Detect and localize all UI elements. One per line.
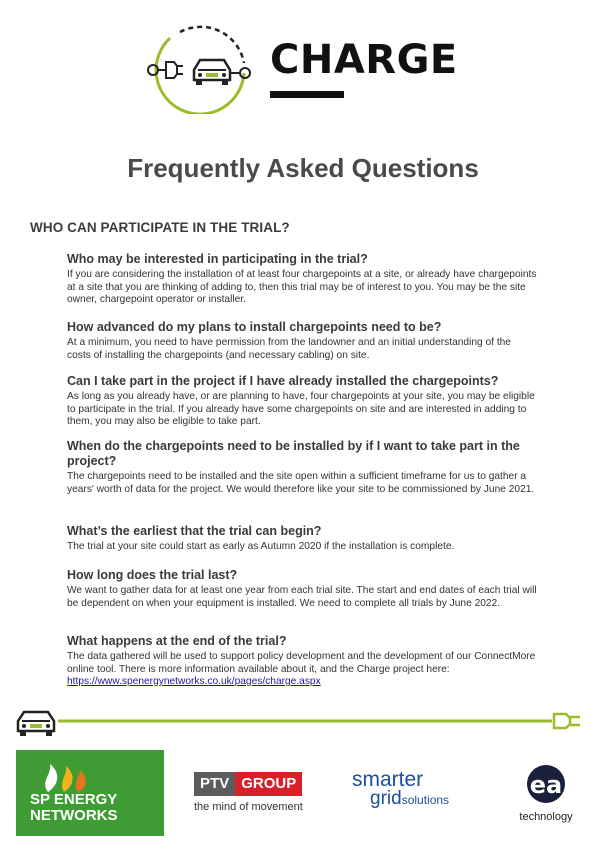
faq-answer-text: The data gathered will be used to support policy development and the development of our ConnectMore online tool. There is more information available about it, and the Charge project here: [67, 651, 536, 675]
brand-underline [270, 91, 344, 98]
ptv-group-name: GROUP [235, 772, 302, 796]
faq-question: How advanced do my plans to install chargepoints need to be? [67, 320, 442, 334]
sp-flame-icon [38, 760, 98, 794]
faq-item [67, 320, 537, 362]
faq-item [67, 524, 537, 554]
faq-item [67, 634, 537, 689]
ptv-tagline: the mind of movement [194, 801, 303, 813]
sgs-line1: smarter [352, 768, 424, 791]
ea-mark-icon [506, 764, 586, 804]
ptv-name: PTV [194, 772, 235, 796]
car-icon [18, 712, 54, 736]
faq-answer: The trial at your site could start as early as Autumn 2020 if the installation is complete. [67, 541, 455, 552]
faq-question: What happens at the end of the trial? [67, 634, 287, 648]
sgs-line2-solutions: solutions [401, 793, 450, 807]
faq-item [67, 252, 537, 307]
faq-answer: At a minimum, you need to have permission from the landowner and an initial understanding of the costs of installing the chargepoints (and necessary cabling) on site. [67, 337, 511, 361]
faq-item [67, 439, 537, 496]
faq-item [67, 568, 537, 610]
faq-question: When do the chargepoints need to be installed by if I want to take part in the project? [67, 439, 520, 468]
sp-name-line2: NETWORKS [30, 807, 118, 824]
section-heading: WHO CAN PARTICIPATE IN THE TRIAL? [30, 220, 290, 235]
charge-logo-icon [140, 18, 262, 114]
faq-answer: The chargepoints need to be installed and the site open within a sufficient timeframe for us to gather a years' worth of data for the project. We would therefore like your site to be commissioned by June 2021. [67, 471, 535, 495]
footer-divider [14, 703, 586, 739]
ea-technology-logo [506, 764, 586, 823]
ptv-group-logo [194, 772, 303, 813]
brand-name: CHARGE [270, 37, 458, 83]
faq-answer: We want to gather data for at least one year from each trial site. The start and end dates of each trial will be dependent on when your equipment is installed. We need to complete all trials by June 2022. [67, 585, 537, 609]
faq-answer [67, 651, 537, 689]
page-title: Frequently Asked Questions [127, 153, 479, 183]
ea-mark-text: ea [529, 771, 563, 799]
faq-answer: If you are considering the installation of at least four chargepoints at a site, or already have chargepoints at a site that you are thinking of adding to, then this trial may be of interest to you. You may be the site owner, chargepoint operator or installer. [67, 269, 537, 305]
faq-question: What’s the earliest that the trial can begin? [67, 524, 322, 538]
faq-question: Who may be interested in participating in the trial? [67, 252, 368, 266]
faq-answer: As long as you already have, or are planning to have, four chargepoints at your site, you may be eligible to participate in the trial. If you already have some chargepoints on site and are interested in adding to them, you may also be eligible to take part. [67, 391, 535, 427]
sp-energy-networks-logo [16, 750, 164, 836]
sp-name-line1: SP ENERGY [30, 791, 118, 808]
faq-item [67, 374, 537, 429]
sgs-line2-grid: grid [370, 788, 402, 809]
smarter-grid-solutions-logo [352, 770, 449, 809]
plug-icon [554, 714, 580, 728]
faq-question: Can I take part in the project if I have already installed the chargepoints? [67, 374, 499, 388]
faq-question: How long does the trial last? [67, 568, 238, 582]
charge-project-link[interactable]: https://www.spenergynetworks.co.uk/pages/charge.aspx [67, 676, 321, 687]
ea-technology-text: technology [519, 811, 573, 823]
